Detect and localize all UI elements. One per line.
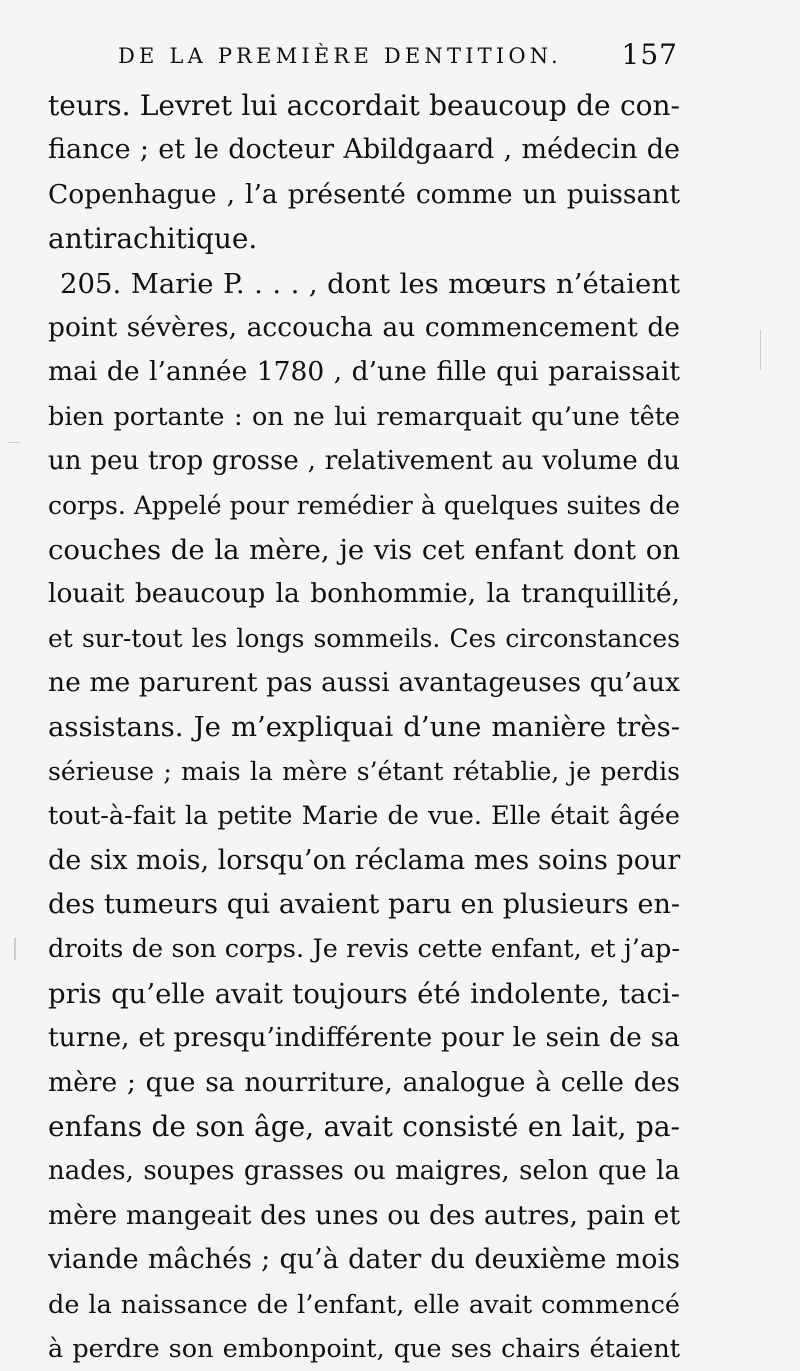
text-line: louait beaucoup la bonhommie, la tranquillité, <box>48 578 680 610</box>
body-text <box>48 84 680 1371</box>
text-line: Copenhague , l’a présenté comme un puissant <box>48 178 680 210</box>
text-line: mère mangeait des unes ou des autres, pain et <box>48 1199 680 1231</box>
text-line-paragraph-end: antirachitique. <box>48 222 258 256</box>
page-number: 157 <box>621 38 678 71</box>
text-line: mère ; que sa nourriture, analogue à celle des <box>48 1066 680 1098</box>
text-line: bien portante : on ne lui remarquait qu’une tête <box>48 401 680 432</box>
text-line: de six mois, lorsqu’on réclama mes soins pour <box>48 844 681 876</box>
text-line: sérieuse ; mais la mère s’étant rétablie, je perdis <box>48 756 680 786</box>
text-line: assistans. Je m’expliquai d’une manière très- <box>48 711 680 744</box>
page-header <box>118 38 678 82</box>
text-line: ne me parurent pas aussi avantageuses qu’aux <box>48 667 680 699</box>
running-head: DE LA PREMIÈRE DENTITION. <box>118 44 562 68</box>
scan-artifact <box>760 330 761 370</box>
text-line: corps. Appelé pour remédier à quelques suites de <box>48 490 680 520</box>
text-line: tout-à-fait la petite Marie de vue. Elle était âgée <box>48 801 680 832</box>
text-line: et sur-tout les longs sommeils. Ces circonstances <box>48 623 680 653</box>
text-line-paragraph-start: 205. Marie P. . . . , dont les mœurs n’étaient <box>60 267 680 300</box>
text-line: un peu trop grosse , relativement au volume du <box>48 446 680 477</box>
text-line: mai de l’année 1780 , d’une fille qui paraissait <box>48 356 680 388</box>
text-line: de la naissance de l’enfant, elle avait commencé <box>48 1289 680 1320</box>
text-line: des tumeurs qui avaient paru en plusieurs en- <box>48 889 680 921</box>
text-line: point sévères, accoucha au commencement de <box>48 311 680 343</box>
text-line: turne, et presqu’indifférente pour le sein de sa <box>48 1022 680 1054</box>
text-line: teurs. Levret lui accordait beaucoup de con- <box>48 89 680 122</box>
text-line: couches de la mère, je vis cet enfant dont on <box>48 533 680 566</box>
scan-artifact <box>8 442 20 443</box>
text-line: droits de son corps. Je revis cette enfant, et j’ap- <box>48 934 680 965</box>
text-line: pris qu’elle avait toujours été indolente, taci- <box>48 977 680 1010</box>
text-line: viande mâchés ; qu’à dater du deuxième mois <box>48 1244 680 1276</box>
text-line: enfans de son âge, avait consisté en lait, pa- <box>48 1109 680 1143</box>
text-line: nades, soupes grasses ou maigres, selon que la <box>48 1156 680 1187</box>
text-line: fiance ; et le docteur Abildgaard , médecin de <box>48 134 680 166</box>
text-line: à perdre son embonpoint, que ses chairs étaient <box>48 1333 680 1364</box>
scan-artifact <box>14 938 16 960</box>
